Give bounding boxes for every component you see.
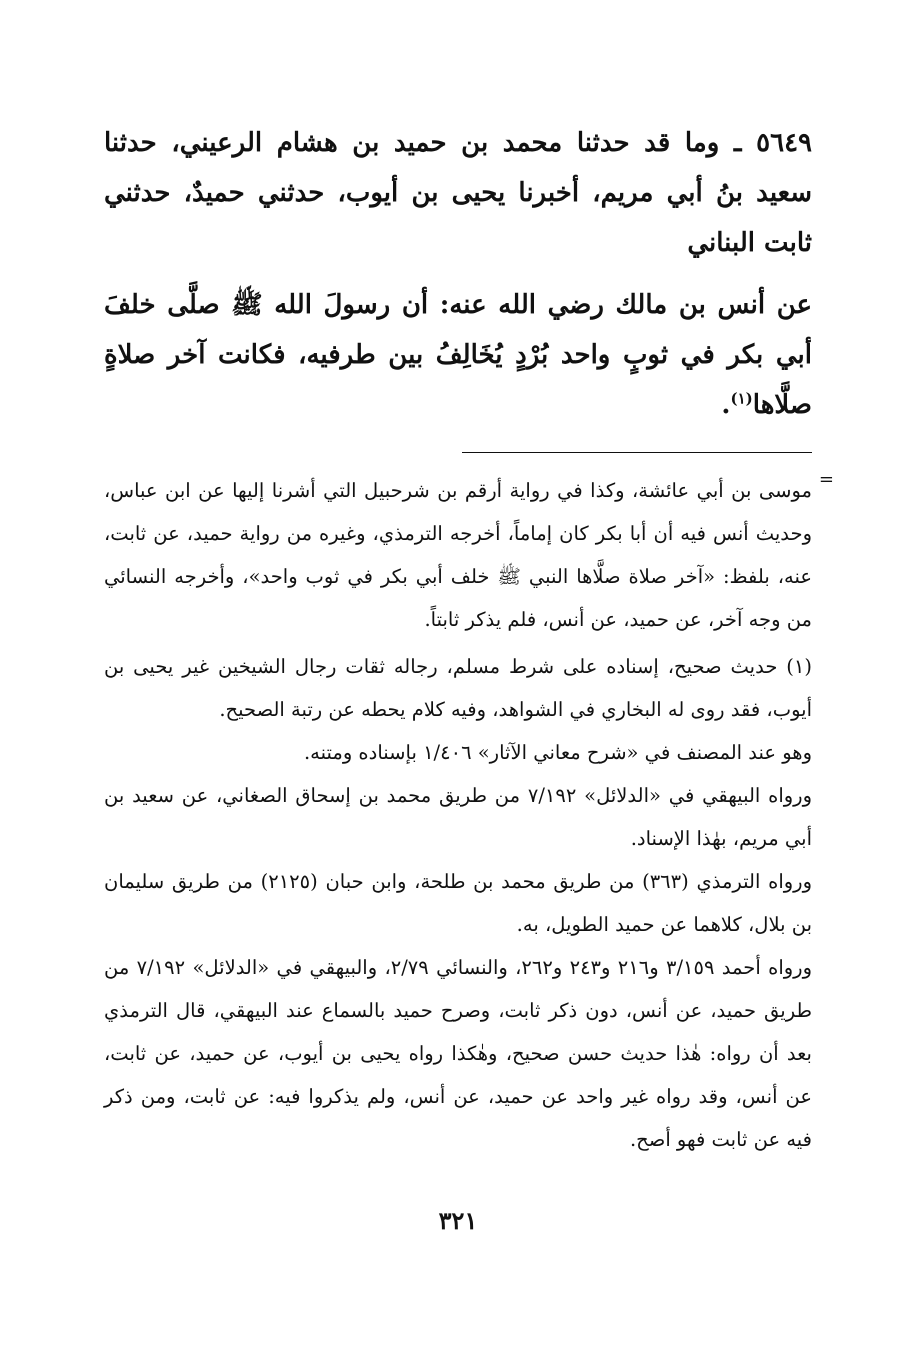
footnote-1-ahmad: ورواه أحمد ٣/١٥٩ و٢١٦ و٢٤٣ و٢٦٢، والنسائي ٢/٧٩، والبيهقي في «الدلائل» ٧/١٩٢ من طريق حميد، عن أنس، دون ذكر ثابت، وصرح حميد بالسماع عند البيهقي، قال الترمذي بعد أن رواه: هٰذا حديث حسن صحيح، وهٰكذا رواه يحيى بن أيوب، عن حميد، عن ثابت، عن أنس، وقد رواه غير واحد عن حميد، عن أنس، ولم يذكروا فيه: عن ثابت، ومن ذكر فيه عن ثابت فهو أصح. [104,956,812,1151]
hadith-matn-text: عن أنس بن مالك رضي الله عنه: أن رسولَ الله ﷺ صلَّى خلفَ أبي بكر في ثوبٍ واحد بُرْدٍ يُخَالِفُ بين طرفيه، فكانت آخر صلاةٍ صلَّاها [104,290,812,420]
footnote-1-sharh: وهو عند المصنف في «شرح معاني الآثار» ١/٤٠٦ بإسناده ومتنه. [303,741,812,764]
footnotes-section [104,469,834,1161]
hadith-isnad-text: ٥٦٤٩ ـ وما قد حدثنا محمد بن حميد بن هشام الرعيني، حدثنا سعيد بنُ أبي مريم، أخبرنا يحيى بن أيوب، حدثني حميدٌ، حدثني ثابت البناني [104,128,812,258]
footnote-reference: (١) [730,389,753,408]
footnote-1-bayhaqi: ورواه البيهقي في «الدلائل» ٧/١٩٢ من طريق محمد بن إسحاق الصغاني، عن سعيد بن أبي مريم، بهٰذا الإسناد. [104,784,812,850]
page-number: ٣٢١ [438,1206,478,1235]
continuation-mark: = [818,469,834,490]
footnote-continuation: موسى بن أبي عائشة، وكذا في رواية أرقم بن شرحبيل التي أشرنا إليها عن ابن عباس، وحديث أنس فيه أن أبا بكر كان إماماً، أخرجه الترمذي، وغيره من رواية حميد، عن ثابت، عنه، بلفظ: «آخر صلاة صلَّاها النبي ﷺ خلف أبي بكر في ثوب واحد»، وأخرجه النسائي من وجه آخر، عن حميد، عن أنس، فلم يذكر ثابتاً. [104,479,812,631]
hadith-matn [104,280,812,430]
hadith-matn-end: . [721,390,731,420]
footnote-separator [462,452,812,453]
footnote-1: (١) حديث صحيح، إسناده على شرط مسلم، رجاله ثقات رجال الشيخين غير يحيى بن أيوب، فقد روى له البخاري في الشواهد، وفيه كلام يحطه عن رتبة الصحيح. [104,655,812,721]
page-body [104,118,834,1161]
hadith-isnad [104,118,812,268]
footnote-1-tirmidhi: ورواه الترمذي (٣٦٣) من طريق محمد بن طلحة، وابن حبان (٢١٢٥) من طريق سليمان بن بلال، كلاهما عن حميد الطويل، به. [104,870,812,936]
